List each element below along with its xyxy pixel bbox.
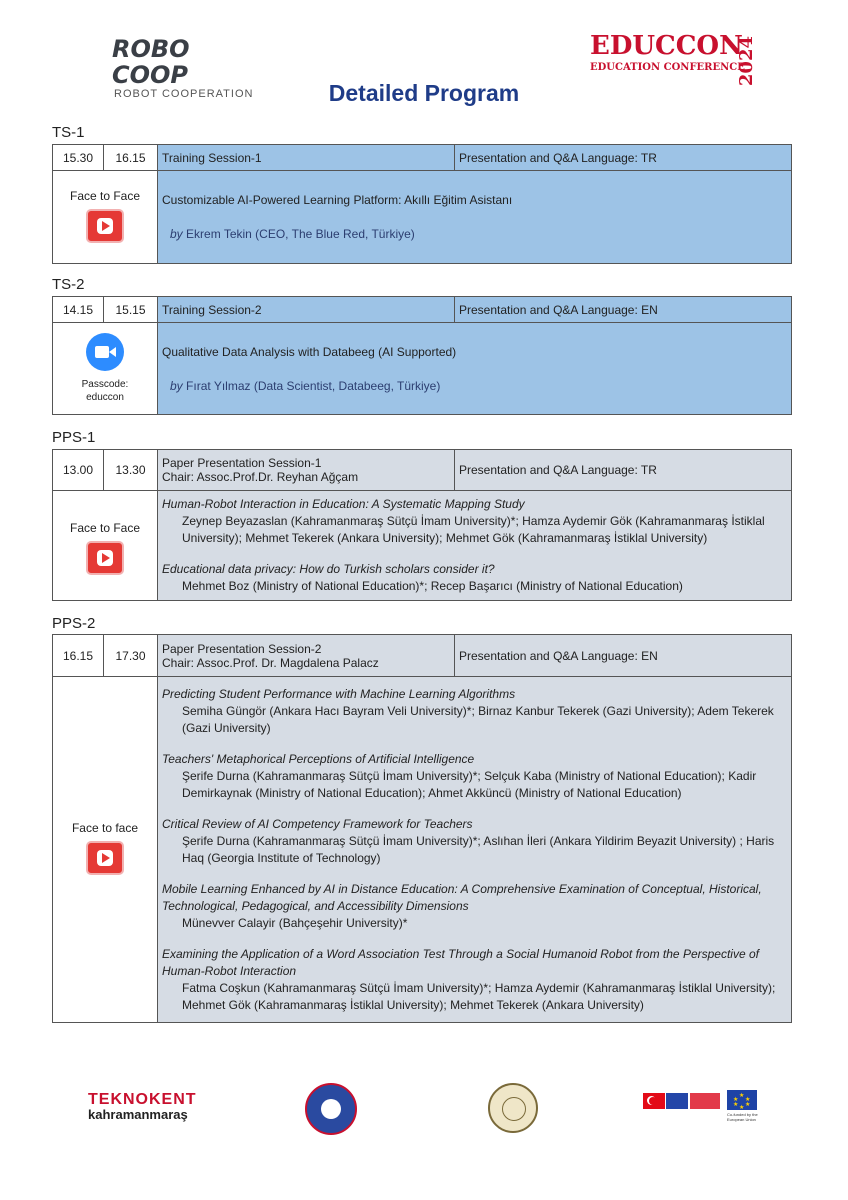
end-time: 13.30 <box>104 450 158 491</box>
mode-label: Face to Face <box>69 188 141 203</box>
session-table-ts2 <box>52 296 792 415</box>
session-language: Presentation and Q&A Language: TR <box>455 450 792 491</box>
by-text: by <box>170 378 183 393</box>
speaker: Fırat Yılmaz (Data Scientist, Databeeg, Türkiye) <box>186 378 441 393</box>
session-language: Presentation and Q&A Language: EN <box>455 297 792 323</box>
start-time: 14.15 <box>53 297 104 323</box>
passcode-label: Passcode: <box>81 379 129 390</box>
session-title-text: Paper Presentation Session-1 <box>162 456 322 470</box>
ankara-university-seal-icon <box>488 1083 538 1133</box>
session-language: Presentation and Q&A Language: TR <box>455 145 792 171</box>
eu-flag-icon <box>666 1093 688 1109</box>
section-label-ts2: TS-2 <box>52 276 85 293</box>
start-time: 15.30 <box>53 145 104 171</box>
paper-authors: Şerife Durna (Kahramanmaraş Sütçü İmam University)*; Aslıhan İleri (Ankara Yildirim Beyazit University) ; Haris Haq (Georgia Institute of Technology) <box>182 833 775 865</box>
session-chair: Chair: Assoc.Prof.Dr. Reyhan Ağçam <box>162 470 359 484</box>
page-header <box>0 0 848 110</box>
sponsor-footer <box>0 1075 848 1135</box>
paper-authors: Semiha Güngör (Ankara Hacı Bayram Veli University)*; Birnaz Kanbur Tekerek (Gazi University); Adem Tekerek (Gazi University) <box>182 703 774 735</box>
passcode-value: educcon <box>86 392 124 403</box>
youtube-icon[interactable] <box>86 209 124 243</box>
session-title-text: Training Session-2 <box>162 302 262 317</box>
session-title <box>158 297 455 323</box>
paper-title: Human-Robot Interaction in Education: A Systematic Mapping Study <box>162 497 525 511</box>
teknokent-logo-subtext: kahramanmaraş <box>88 1107 188 1122</box>
session-table-pps2 <box>52 634 792 1023</box>
paper-authors: Mehmet Boz (Ministry of National Education)*; Recep Başarıcı (Ministry of National Education) <box>182 579 683 593</box>
session-title <box>158 145 455 171</box>
youtube-icon[interactable] <box>86 541 124 575</box>
session-title-text: Training Session-1 <box>162 150 262 165</box>
youtube-icon[interactable] <box>86 841 124 875</box>
start-time: 16.15 <box>53 635 104 677</box>
eu-cofunded-flag-icon: ★ ★ ★ ★ ★ ★ <box>727 1090 757 1110</box>
session-content <box>158 677 792 1023</box>
session-mode <box>53 323 158 415</box>
session-mode <box>53 171 158 264</box>
end-time: 16.15 <box>104 145 158 171</box>
start-time: 13.00 <box>53 450 104 491</box>
session-mode <box>53 677 158 1023</box>
end-time: 15.15 <box>104 297 158 323</box>
educcon-logo-subtext: EDUCATION CONFERENCE <box>590 62 745 73</box>
paper-authors: Şerife Durna (Kahramanmaraş Sütçü İmam University)*; Selçuk Kaba (Ministry of National Education); Kadir Demirkaynak (Ministry of National Education); Ahmet Akküncü (Ministry of National Education) <box>182 768 757 800</box>
turkish-flag-icon <box>643 1093 665 1109</box>
section-label-ts1: TS-1 <box>52 124 85 141</box>
university-seal-icon <box>305 1083 357 1135</box>
session-table-pps1 <box>52 449 792 601</box>
paper-authors: Fatma Coşkun (Kahramanmaraş Sütçü İmam University)*; Hamza Aydemir (Kahramanmaraş İstiklal University); Mehmet Gök (Kahramanmaraş İstiklal University); Mehmet Tekerek (Ankara University) <box>182 980 776 1012</box>
session-language: Presentation and Q&A Language: EN <box>455 635 792 677</box>
zoom-icon[interactable] <box>86 333 124 371</box>
paper-authors: Zeynep Beyazaslan (Kahramanmaraş Sütçü İmam University)*; Hamza Aydemir Gök (Kahramanmaraş İstiklal University); Mehmet Tekerek (Ankara University); Mehmet Gök (Kahramanmaraş İstiklal University) <box>182 514 765 545</box>
paper-title: Teachers' Metaphorical Perceptions of Artificial Intelligence <box>162 751 475 766</box>
paper-authors: Münevver Calayir (Bahçeşehir University)* <box>182 915 408 930</box>
robocoop-logo-text: ROBO COOP <box>112 35 190 89</box>
speaker: Ekrem Tekin (CEO, The Blue Red, Türkiye) <box>186 227 415 241</box>
mode-label: Face to face <box>71 821 139 835</box>
session-content <box>158 491 792 601</box>
speaker-line <box>162 379 787 393</box>
educcon-logo-year: 2024 <box>736 36 757 87</box>
by-text: by <box>170 227 183 241</box>
talk-title: Qualitative Data Analysis with Databeeg (AI Supported) <box>162 344 457 359</box>
educcon-logo <box>590 31 760 87</box>
robocoop-logo-subtext: ROBOT COOPERATION <box>114 88 254 100</box>
session-chair: Chair: Assoc.Prof. Dr. Magdalena Palacz <box>162 655 379 670</box>
teknokent-logo <box>88 1091 197 1122</box>
paper-title: Educational data privacy: How do Turkish scholars consider it? <box>162 562 495 576</box>
eu-cofunded-note: Co-funded by the European Union <box>727 1112 758 1122</box>
page-title: Detailed Program <box>328 80 520 106</box>
section-label-pps2: PPS-2 <box>52 615 96 632</box>
session-table-ts1 <box>52 144 792 264</box>
session-title-text: Paper Presentation Session-2 <box>162 641 322 656</box>
educcon-logo-text: EDUCCON <box>590 31 743 61</box>
session-content <box>158 171 792 264</box>
teknokent-logo-text: TEKNOKENT <box>88 1091 197 1108</box>
paper-title: Examining the Application of a Word Association Test Through a Social Humanoid Robot from the Perspective of Human-Robot Interaction <box>162 946 759 978</box>
end-time: 17.30 <box>104 635 158 677</box>
passcode <box>57 378 153 404</box>
agency-logo-icon <box>690 1093 720 1109</box>
paper-title: Mobile Learning Enhanced by AI in Distance Education: A Comprehensive Examination of Conceptual, Historical, Technological, Pedagogical, and Accessibility Dimensions <box>162 881 762 913</box>
paper-title: Predicting Student Performance with Machine Learning Algorithms <box>162 686 516 701</box>
session-title <box>158 450 455 491</box>
session-title <box>158 635 455 677</box>
session-content <box>158 323 792 415</box>
speaker-line <box>162 227 787 241</box>
mode-label: Face to Face <box>69 521 141 535</box>
talk-title: Customizable AI-Powered Learning Platform: Akıllı Eğitim Asistanı <box>162 193 513 207</box>
paper-title: Critical Review of AI Competency Framework for Teachers <box>162 816 473 831</box>
section-label-pps1: PPS-1 <box>52 429 96 446</box>
session-mode <box>53 491 158 601</box>
